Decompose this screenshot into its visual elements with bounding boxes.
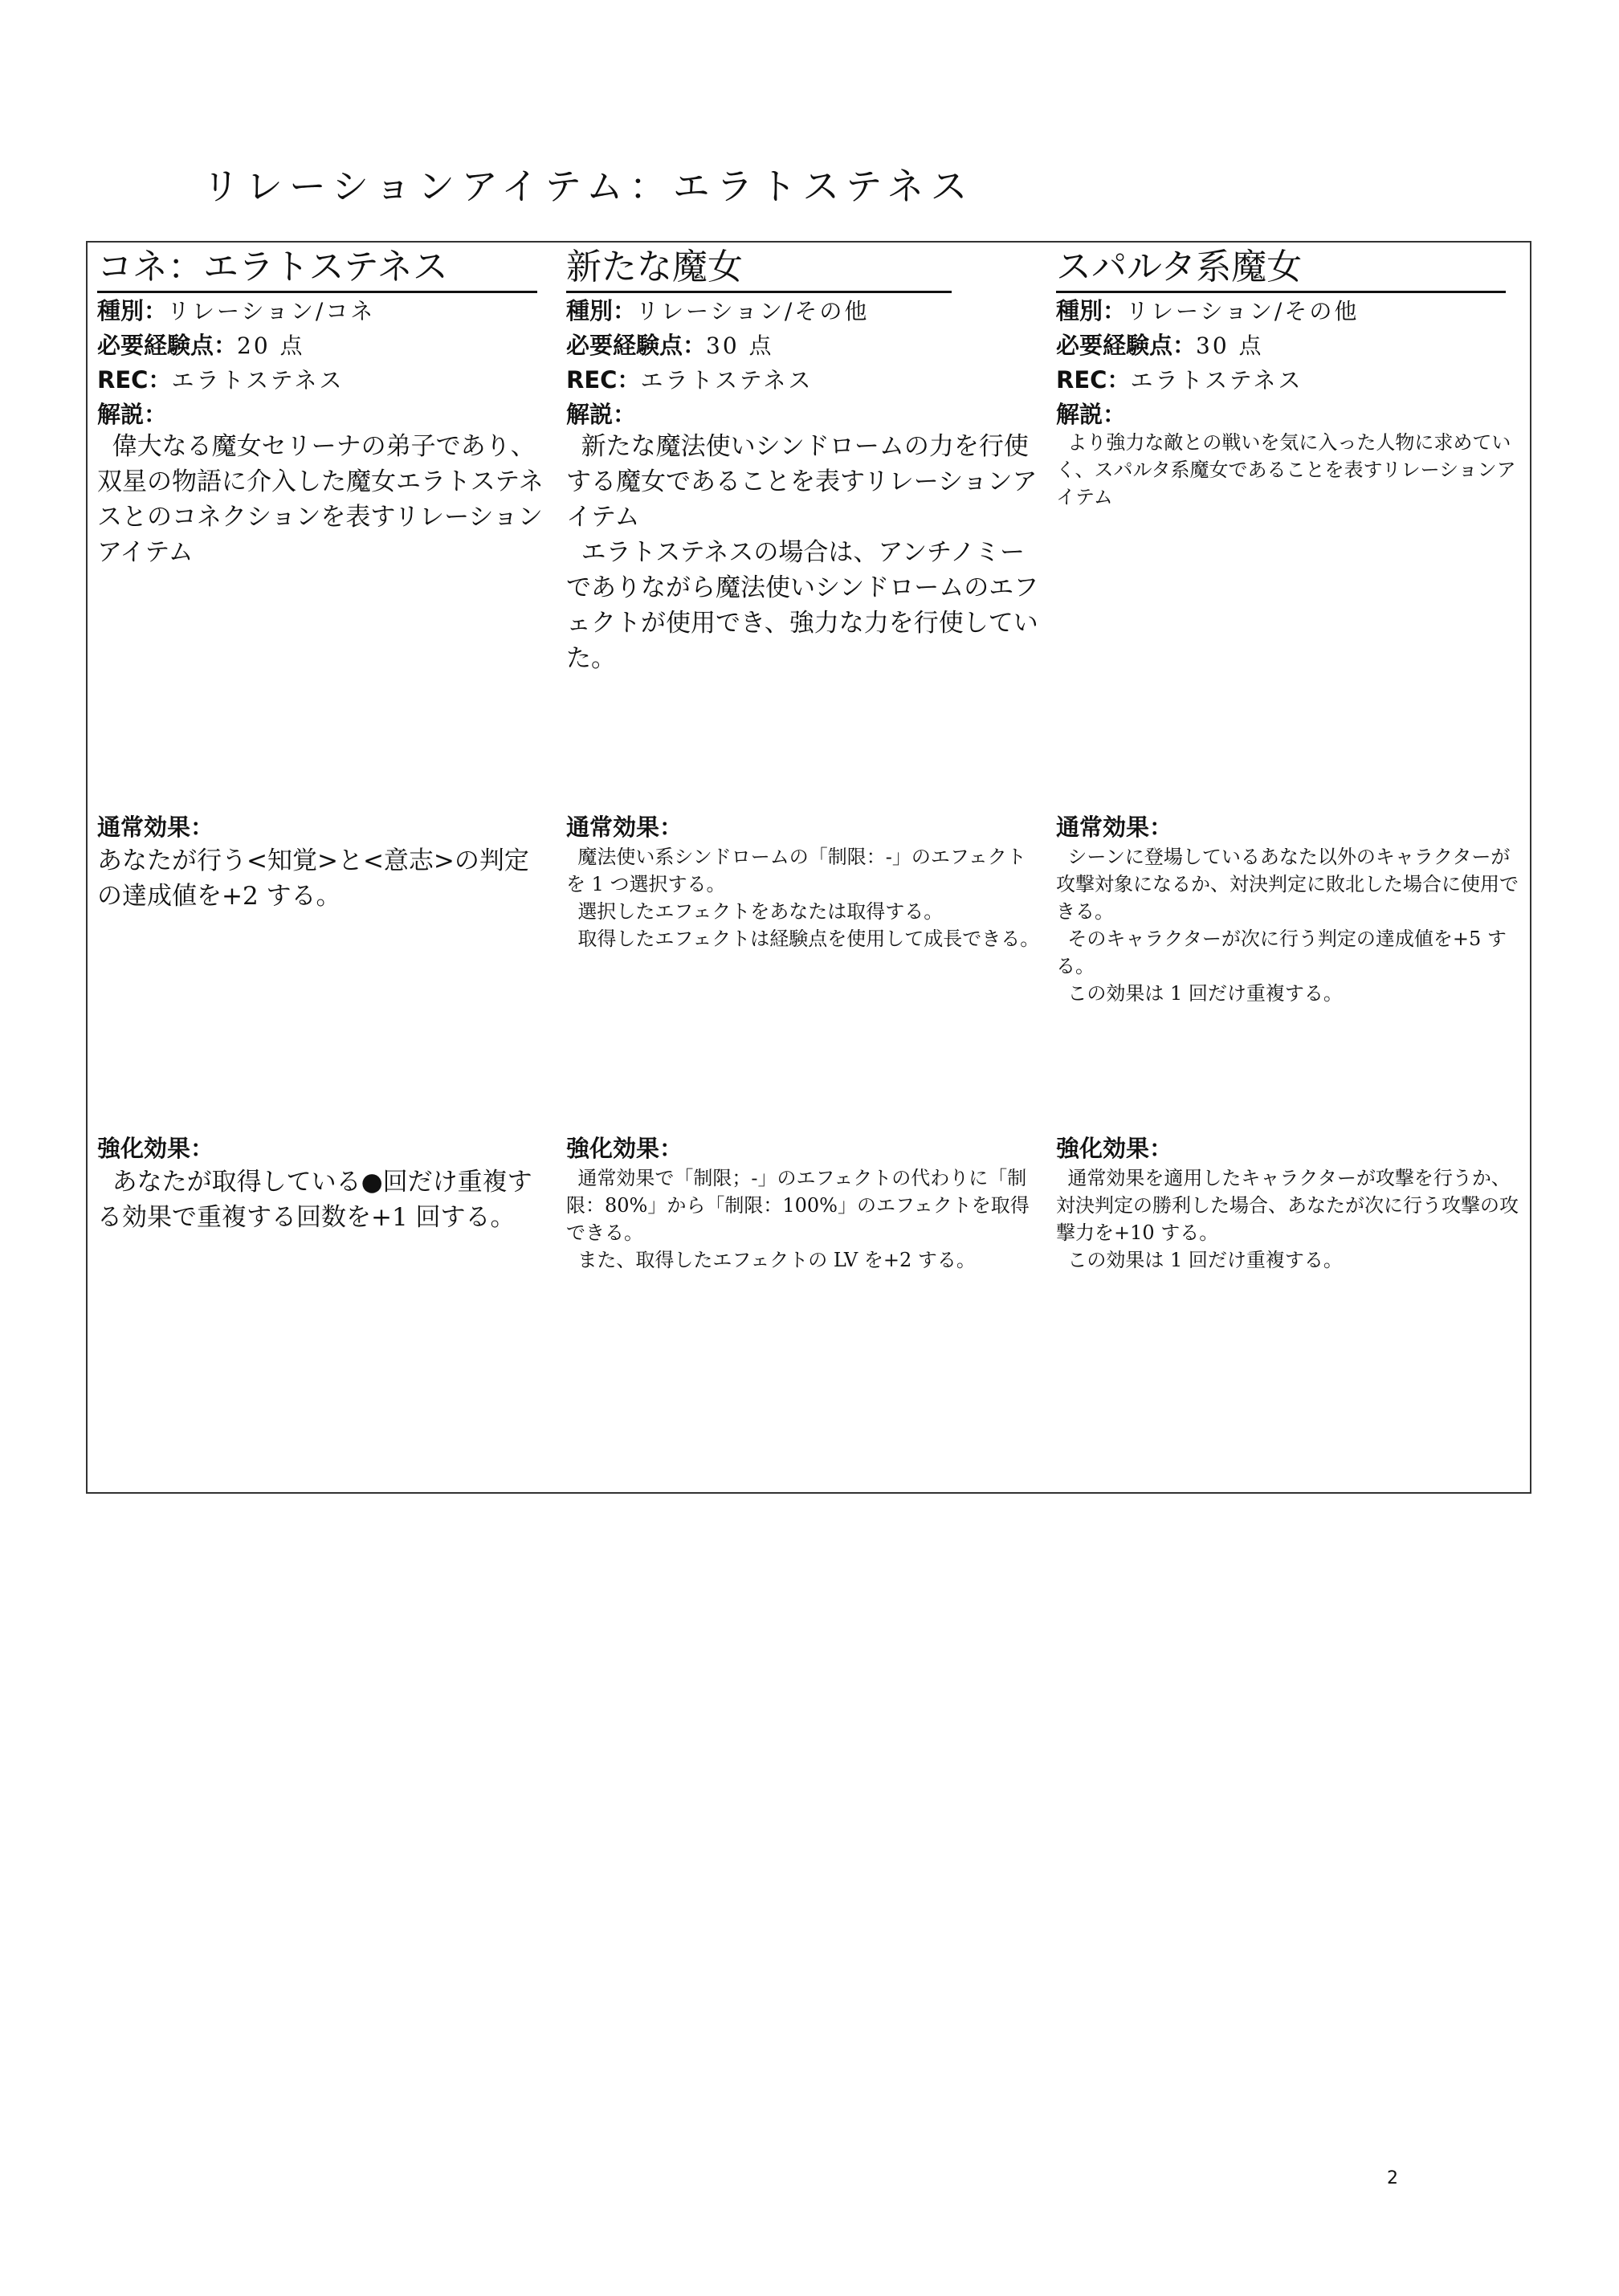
enhanced-effect-label: 強化効果：: [566, 1135, 683, 1162]
type-label: 種別：: [566, 297, 637, 324]
item-name: コネ：エラトステネス: [97, 244, 537, 293]
normal-effect: [97, 843, 547, 914]
rec-label: REC：: [566, 366, 641, 394]
exp-value: 20 点: [237, 332, 305, 359]
rec-label: REC：: [97, 366, 172, 394]
item-description: [566, 429, 1040, 676]
item-description: [1056, 429, 1522, 511]
description-paragraph: 新たな魔法使いシンドロームの力を行使する魔女であることを表すリレーションアイテム: [566, 432, 1038, 532]
enhanced-effect: [97, 1164, 547, 1235]
normal-effect-label: 通常効果：: [1056, 814, 1173, 841]
desc-label: 解説：: [1056, 401, 1127, 428]
type-value: リレーション/コネ: [167, 298, 376, 324]
item-name: 新たな魔女: [566, 244, 952, 293]
exp-label: 必要経験点：: [97, 332, 238, 359]
type-value: リレーション/その他: [636, 298, 870, 324]
item-card-connection: [97, 243, 547, 1492]
normal-effect: [1056, 843, 1522, 1007]
rec-label: REC：: [1056, 366, 1131, 394]
normal-effect-paragraph: あなたが行う<知覚>と<意志>の判定の達成値を+2 する。: [97, 846, 529, 911]
item-name: スパルタ系魔女: [1056, 244, 1506, 293]
type-label: 種別：: [1056, 297, 1127, 324]
rec-value: エラトステネス: [171, 367, 345, 394]
exp-value: 30 点: [706, 332, 774, 359]
type-value: リレーション/その他: [1126, 298, 1360, 324]
item-card-new-witch: [566, 243, 1040, 1492]
item-meta: [566, 294, 1040, 432]
item-meta: [1056, 294, 1522, 432]
desc-label: 解説：: [566, 401, 637, 428]
type-label: 種別：: [97, 297, 168, 324]
normal-effect-paragraph: 選択したエフェクトをあなたは取得する。: [577, 900, 944, 923]
enhanced-effect: [1056, 1164, 1522, 1274]
description-paragraph: 偉大なる魔女セリーナの弟子であり、双星の物語に介入した魔女エラトステネスとのコネクションを表すリレーションアイテム: [97, 432, 544, 567]
description-paragraph: エラトステネスの場合は、アンチノミーでありながら魔法使いシンドロームのエフェクトが使用でき、強力な力を行使していた。: [566, 538, 1039, 673]
normal-effect-paragraph: シーンに登場しているあなた以外のキャラクターが攻撃対象になるか、対決判定に敗北した場合に使用できる。: [1056, 846, 1519, 923]
relation-item-table: [86, 241, 1531, 1494]
enhanced-effect-paragraph: あなたが取得している●回だけ重複する効果で重複する回数を+1 回する。: [97, 1168, 532, 1232]
normal-effect-paragraph: この効果は 1 回だけ重複する。: [1067, 982, 1343, 1005]
item-description: [97, 429, 547, 570]
normal-effect-paragraph: そのキャラクターが次に行う判定の達成値を+5 する。: [1056, 928, 1507, 977]
page-title: リレーションアイテム：エラトステネス: [202, 165, 974, 208]
rec-value: エラトステネス: [1130, 367, 1303, 394]
enhanced-effect-paragraph: 通常効果で「制限；-」のエフェクトの代わりに「制限：80%」から「制限：100%」のエフェクトを取得できる。: [566, 1167, 1030, 1244]
rec-value: エラトステネス: [640, 367, 814, 394]
normal-effect: [566, 843, 1040, 952]
exp-value: 30 点: [1196, 332, 1264, 359]
normal-effect-label: 通常効果：: [566, 814, 683, 841]
exp-label: 必要経験点：: [566, 332, 707, 359]
normal-effect-paragraph: 魔法使い系シンドロームの「制限：-」のエフェクトを 1 つ選択する。: [566, 846, 1026, 895]
normal-effect-paragraph: 取得したエフェクトは経験点を使用して成長できる。: [577, 928, 1040, 950]
page-number: 2: [1387, 2168, 1398, 2188]
enhanced-effect: [566, 1164, 1040, 1274]
enhanced-effect-paragraph: また、取得したエフェクトの LV を+2 する。: [577, 1249, 976, 1271]
enhanced-effect-label: 強化効果：: [97, 1135, 214, 1162]
description-paragraph: より強力な敵との戦いを気に入った人物に求めていく、スパルタ系魔女であることを表すリレーションアイテム: [1056, 431, 1516, 508]
enhanced-effect-paragraph: この効果は 1 回だけ重複する。: [1067, 1249, 1343, 1271]
normal-effect-label: 通常効果：: [97, 814, 214, 841]
exp-label: 必要経験点：: [1056, 332, 1197, 359]
enhanced-effect-label: 強化効果：: [1056, 1135, 1173, 1162]
enhanced-effect-paragraph: 通常効果を適用したキャラクターが攻撃を行うか、対決判定の勝利した場合、あなたが次に行う攻撃の攻撃力を+10 する。: [1056, 1167, 1519, 1244]
item-meta: [97, 294, 547, 432]
desc-label: 解説：: [97, 401, 168, 428]
item-card-sparta-witch: [1056, 243, 1522, 1492]
